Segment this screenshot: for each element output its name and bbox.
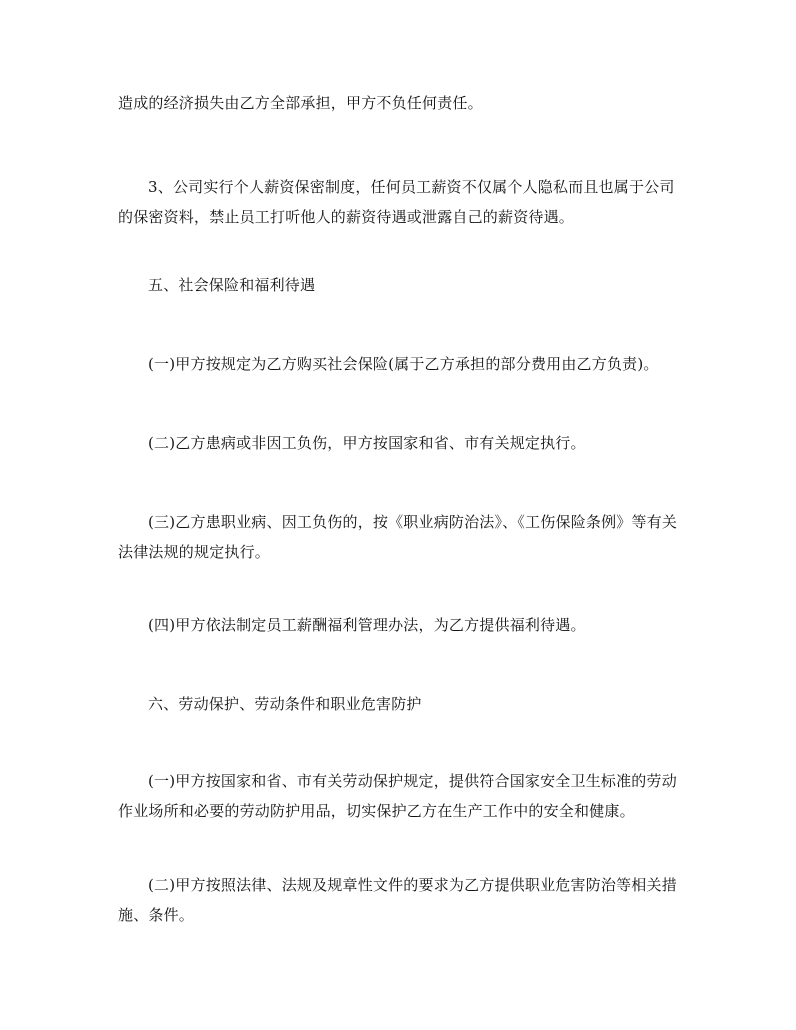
paragraph-item-2-hazard-prevention: (二)甲方按照法律、法规及规章性文件的要求为乙方提供职业危害防治等相关措施、条件。 [118, 876, 677, 924]
paragraph-continuation: 造成的经济损失由乙方全部承担，甲方不负任何责任。 [118, 94, 483, 112]
section-heading-social-insurance: 五、社会保险和福利待遇 [148, 276, 316, 294]
paragraph-salary-confidentiality: 3、公司实行个人薪资保密制度，任何员工薪资不仅属个人隐私而且也属于公司的保密资料，禁止员工打听他人的薪资待遇或泄露自己的薪资待遇。 [118, 178, 675, 226]
paragraph-item-4-welfare: (四)甲方依法制定员工薪酬福利管理办法，为乙方提供福利待遇。 [148, 616, 586, 634]
paragraph-item-1-labor-protection: (一)甲方按国家和省、市有关劳动保护规定，提供符合国家安全卫生标准的劳动作业场所和必要的劳动防护用品，切实保护乙方在生产工作中的安全和健康。 [118, 772, 677, 820]
paragraph-item-2-illness: (二)乙方患病或非因工负伤，甲方按国家和省、市有关规定执行。 [148, 434, 586, 452]
paragraph-item-1-social-insurance: (一)甲方按规定为乙方购买社会保险(属于乙方承担的部分费用由乙方负责)。 [148, 355, 659, 373]
paragraph-item-3-occupational-disease: (三)乙方患职业病、因工负伤的，按《职业病防治法》、《工伤保险条例》等有关法律法规的规定执行。 [118, 513, 678, 561]
section-heading-labor-protection: 六、劳动保护、劳动条件和职业危害防护 [148, 695, 422, 713]
